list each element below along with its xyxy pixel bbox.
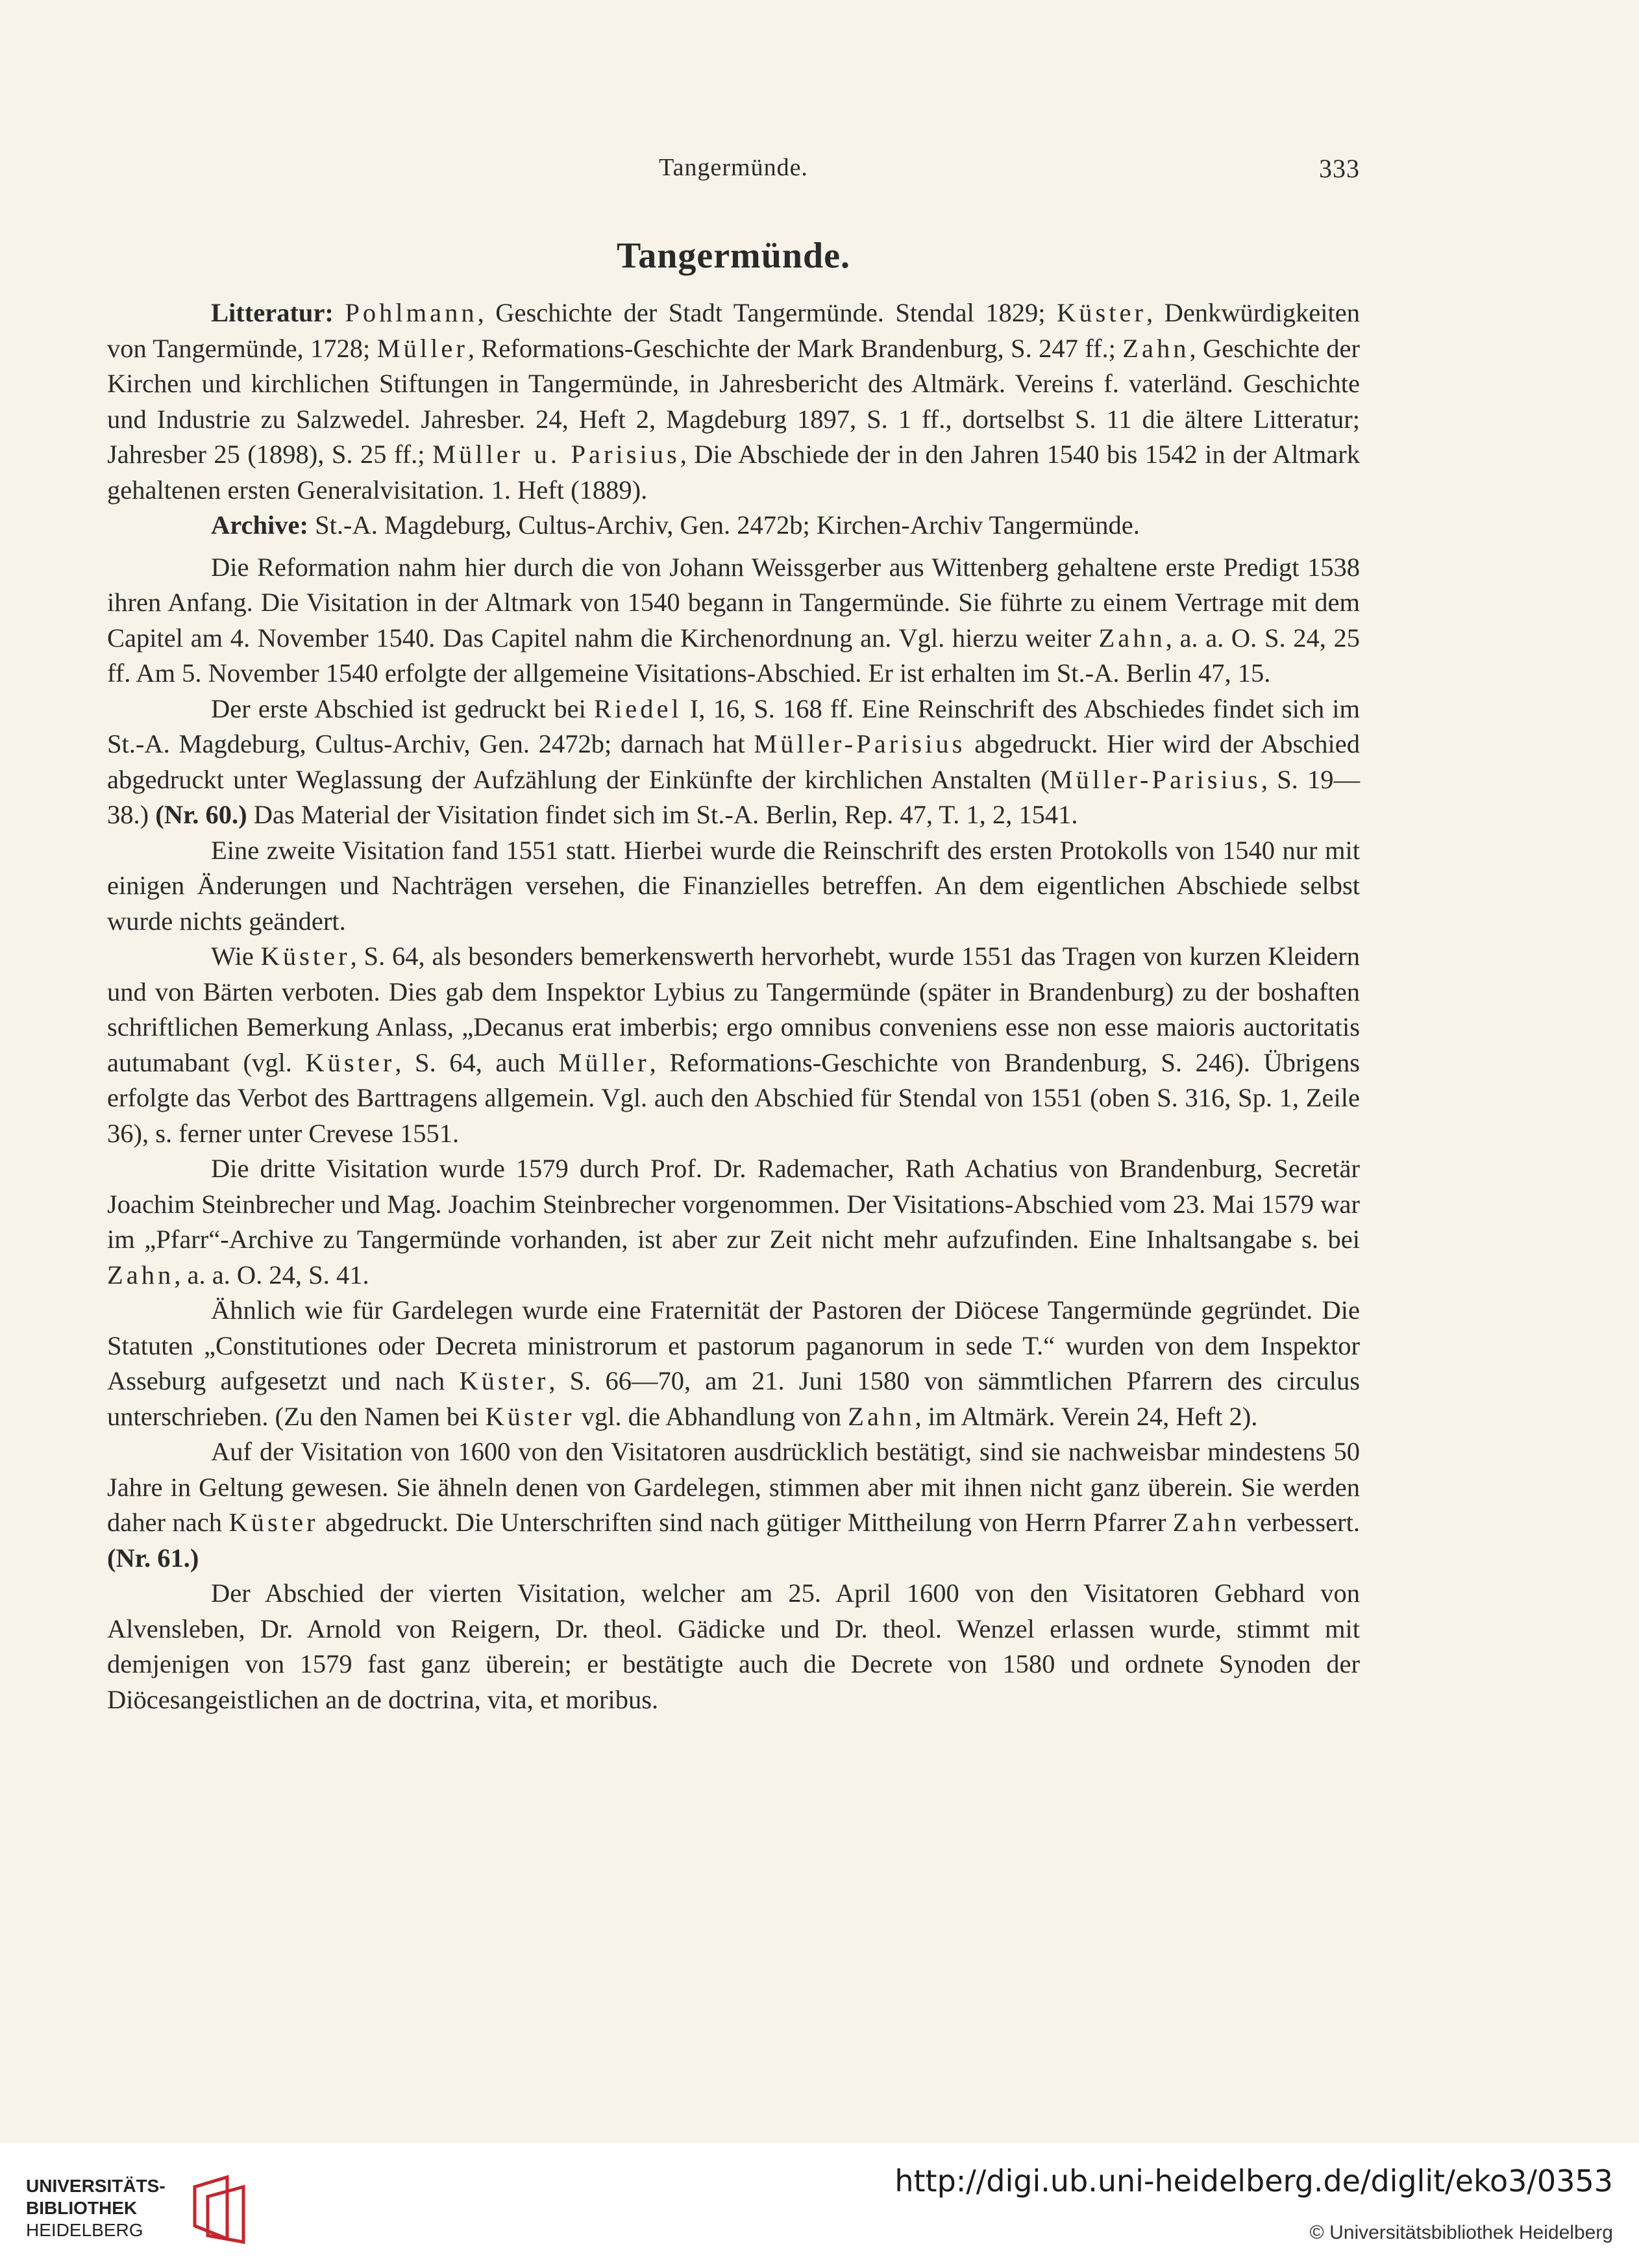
running-head [107, 153, 1360, 186]
author-name: Müller [376, 333, 468, 363]
literature-paragraph [107, 295, 1360, 508]
author-name: Müller [558, 1047, 650, 1077]
paragraph-text: , S. 66—70, am 21. Juni 1580 von sämmtlichen Pfarrern des circulus unterschrieben. (Zu den Namen bei [107, 1366, 1360, 1431]
paragraph-statutes [107, 1434, 1360, 1576]
footer-bar [0, 2143, 1639, 2268]
archive-text: St.-A. Magdeburg, Cultus-Archiv, Gen. 2472b; Kirchen-Archiv Tangermünde. [308, 510, 1140, 540]
library-logo[interactable] [26, 2169, 286, 2247]
paragraph-text: abgedruckt. Hier wird der Abschied abgedruckt unter Weglassung der Aufzählung der Einkünfte der kirchlichen Anstalten ( [107, 729, 1360, 794]
paragraph-text: I, 16, S. 168 ff. Eine Reinschrift des Abschiedes findet sich im St.-A. Magdeburg, Cultus-Archiv, Gen. 2472b; darnach hat [107, 693, 1361, 758]
library-emblem-icon [188, 2174, 250, 2245]
author-name: Müller u. Parisius [432, 440, 680, 469]
archive-label: Archive: [211, 510, 308, 540]
paragraph-text: Ähnlich wie für Gardelegen wurde eine Fraternität der Pastoren der Diöcese Tangermünde gegründet. Die Statuten „Constitutiones oder Decreta ministrorum et pastorum paganorum in sede T.“ wurden von dem Inspektor Asseburg aufgesetzt und nach [107, 1295, 1360, 1395]
paragraph-text: Der erste Abschied ist gedruckt bei [211, 693, 594, 723]
archive-paragraph [107, 508, 1360, 543]
author-name: Müller-Parisius [1049, 764, 1261, 794]
paragraph-fraternity [107, 1293, 1360, 1434]
author-name: Zahn [107, 1260, 175, 1290]
chapter-title: Tangermünde. [616, 236, 850, 276]
paragraph-kuester [107, 939, 1360, 1151]
paragraph-text: , S. 64, als besonders bemerkenswerth hervorhebt, wurde 1551 das Tragen von kurzen Kleidern und von Bärten verboten. Dies gab dem Inspektor Lybius zu Tangermünde (später in Brandenburg) zu der boshaften schriftlichen Bemerkung Anlass, „Decanus erat imberbis; ergo omnibus conveniens esse non esse maioris auctoritatis autumabant (vgl. [107, 941, 1360, 1077]
body-text [107, 295, 1360, 1717]
author-name: Küster [485, 1401, 575, 1431]
paragraph-text: Wie [211, 941, 261, 971]
author-name: Zahn [848, 1401, 915, 1431]
paragraph-text: Die Reformation nahm hier durch die von Johann Weissgerber aus Wittenberg gehaltene erste Predigt 1538 ihren Anfang. Die Visitation in der Altmark von 1540 begann in Tangermünde. Sie führte zu einem Vertrage mit dem Capitel am 4. November 1540. Das Capitel nahm die Kirchenordnung an. Vgl. hierzu weiter [107, 552, 1360, 653]
paragraph-text: , S. 19—38.) [107, 764, 1361, 829]
document-number: (Nr. 61.) [107, 1543, 199, 1573]
paragraph-reformation [107, 550, 1360, 692]
paragraph-text: , Reformations-Geschichte von Brandenburg, S. 246). Übrigens erfolgte das Verbot des Barttragens allgemein. Vgl. auch den Abschied für Stendal von 1551 (oben S. 316, Sp. 1, Zeile 36), s. ferner unter Crevese 1551. [107, 1047, 1360, 1148]
paragraph-text: vgl. die Abhandlung von [574, 1401, 848, 1431]
running-head-title: Tangermünde. [659, 154, 808, 181]
author-name: Pohlmann [345, 298, 478, 327]
paragraph-text: abgedruckt. Die Unterschriften sind nach gütiger Mittheilung von Herrn Pfarrer [318, 1508, 1173, 1537]
author-name: Müller-Parisius [754, 729, 966, 758]
paragraph-text: , a. a. O. S. 24, 25 ff. Am 5. November 1540 erfolgte der allgemeine Visitations-Abschied. Er ist erhalten im St.-A. Berlin 47, 15. [107, 623, 1360, 688]
literature-text: , Geschichte der Kirchen und kirchlichen Stiftungen in Tangermünde, in Jahresbericht des Altmärk. Vereins f. vaterländ. Geschichte und Industrie zu Salzwedel. Jahresber. 24, Heft 2, Magdeburg 1897, S. 1 ff., dortselbst S. 11 die ältere Litteratur; Jahresber 25 (1898), S. 25 ff.; [107, 333, 1360, 469]
paragraph-first-abschied [107, 692, 1360, 833]
copyright-notice: © Universitätsbibliothek Heidelberg [1309, 2222, 1613, 2243]
paragraph-text: , a. a. O. 24, S. 41. [174, 1260, 369, 1290]
logo-line-2: BIBLIOTHEK [26, 2198, 138, 2218]
author-name: Zahn [1098, 623, 1166, 653]
literature-text: , Die Abschiede der in den Jahren 1540 bis 1542 in der Altmark gehaltenen ersten Generalvisitation. 1. Heft (1889). [107, 440, 1360, 505]
paragraph-third-visitation [107, 1151, 1360, 1293]
paragraph-text: Die dritte Visitation wurde 1579 durch Prof. Dr. Rademacher, Rath Achatius von Brandenburg, Secretär Joachim Steinbrecher und Mag. Joachim Steinbrecher vorgenommen. Der Visitations-Abschied vom 23. Mai 1579 war im „Pfarr“-Archive zu Tangermünde vorhanden, ist aber zur Zeit nicht mehr aufzufinden. Eine Inhaltsangabe s. bei [107, 1154, 1360, 1254]
paragraph-text: , S. 64, auch [395, 1047, 559, 1077]
paragraph-text: verbessert. [1240, 1508, 1360, 1537]
literature-text: , Reformations-Geschichte der Mark Brandenburg, S. 247 ff.; [467, 333, 1123, 363]
paragraph-fourth-visitation [107, 1576, 1360, 1717]
author-name: Riedel [593, 693, 682, 723]
logo-line-3: HEIDELBERG [26, 2220, 143, 2240]
paragraph-text: Der Abschied der vierten Visitation, welcher am 25. April 1600 von den Visitatoren Gebhard von Alvensleben, Dr. Arnold von Reigern, Dr. theol. Gädicke und Dr. theol. Wenzel erlassen wurde, stimmt mit demjenigen von 1579 fast ganz überein; er bestätigte auch die Decrete von 1580 und ordnete Synoden der Diöcesangeistlichen an de doctrina, vita, et moribus. [107, 1578, 1360, 1714]
source-url-link[interactable]: http://digi.ub.uni-heidelberg.de/diglit/eko3/0353 [894, 2163, 1613, 2199]
author-name: Zahn [1172, 1508, 1240, 1537]
literature-text: , Denkwürdigkeiten von Tangermünde, 1728; [107, 298, 1360, 363]
author-name: Zahn [1122, 333, 1190, 363]
logo-line-1: UNIVERSITÄTS- [26, 2176, 166, 2196]
paragraph-text: Das Material der Visitation findet sich im St.-A. Berlin, Rep. 47, T. 1, 2, 1541. [247, 800, 1078, 829]
paragraph-text: , im Altmärk. Verein 24, Heft 2). [915, 1401, 1258, 1431]
paragraph-second-visitation [107, 833, 1360, 940]
logo-text [26, 2175, 166, 2241]
author-name: Küster [305, 1047, 395, 1077]
paragraph-text: Eine zweite Visitation fand 1551 statt. Hierbei wurde die Reinschrift des ersten Protokolls von 1540 nur mit einigen Änderungen und Nachträgen versehen, die Finanzielles betreffen. An dem eigentlichen Abschiede selbst wurde nichts geändert. [107, 835, 1360, 936]
literature-label: Litteratur: [211, 298, 334, 327]
paragraph-text: Auf der Visitation von 1600 von den Visitatoren ausdrücklich bestätigt, sind sie nachweisbar mindestens 50 Jahre in Geltung gewesen. Sie ähneln denen von Gardelegen, stimmen aber mit ihnen nicht ganz überein. Sie werden daher nach [107, 1437, 1360, 1537]
author-name: Küster [228, 1508, 319, 1537]
page-number: 333 [1319, 154, 1360, 183]
author-name: Küster [260, 941, 351, 971]
author-name: Küster [459, 1366, 549, 1395]
literature-text: , Geschichte der Stadt Tangermünde. Stendal 1829; [477, 298, 1057, 327]
author-name: Küster [1057, 298, 1146, 327]
document-number: (Nr. 60.) [155, 800, 247, 829]
